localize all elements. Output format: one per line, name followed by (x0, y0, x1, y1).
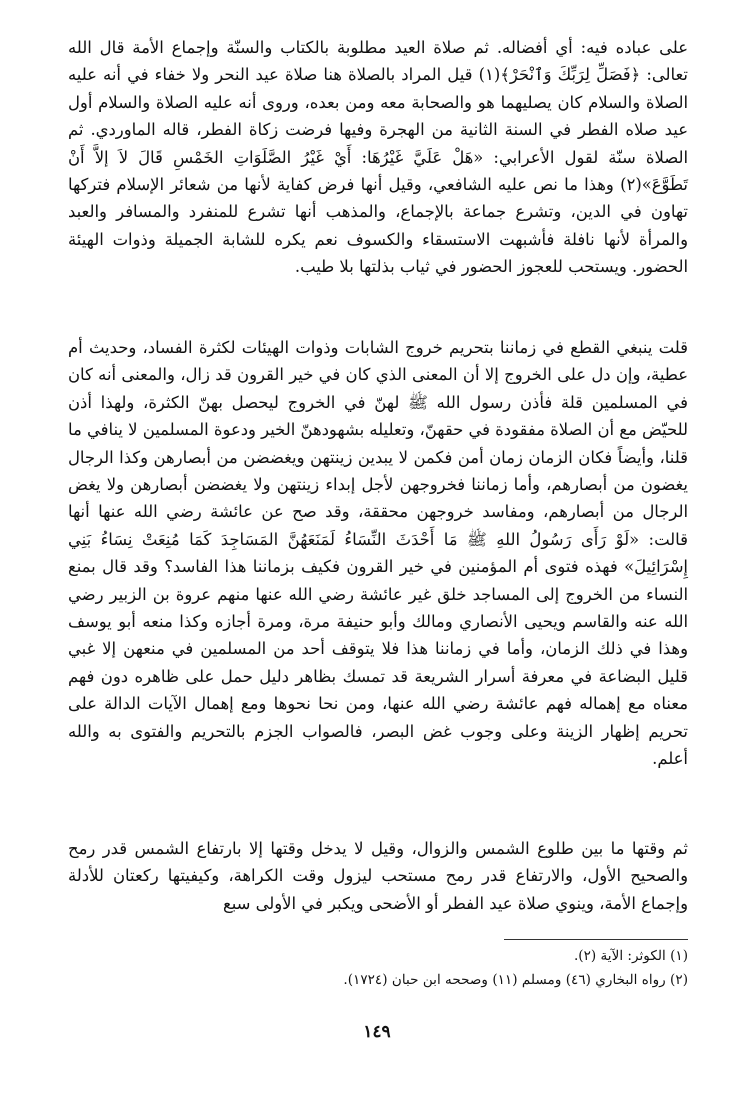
page-number: ١٤٩ (363, 1022, 391, 1042)
footnote-2: (٢) رواه البخاري (٤٦) ومسلم (١١) وصححه ابن حبان (١٧٢٤). (343, 972, 688, 988)
paragraph-prayer-time (68, 835, 688, 917)
footnote-divider (504, 939, 688, 940)
paragraph-women-attendance (68, 334, 688, 773)
paragraph-text: قلت ينبغي القطع في زماننا بتحريم خروج الشابات وذوات الهيئات لكثرة الفساد، وحديث أم عطية، وإن دل على الخروج إلا أن المعنى الذي كان في خير القرون قد زال، والمعنى أنه كان في المسلمين قلة فأذن رسول الله ﷺ لهنّ في الخروج ليحصل بهنّ الكثرة، ولهذا أذن للحيّض مع أن الصلاة مفقودة في حقهنّ، وتعليله بشهودهنّ الخير ودعوة المسلمين لا ينافي ما قلنا، وأيضاً فكان الزمان زمان أمن فكمن لا يبدين زينتهن ويغضضن من أبصارهن وكذا الرجال يغضون من أبصارهم، وأما زماننا فخروجهن لأجل إبداء زينتهن ولا يغضضن أبصارهن ولا يغض الرجال من أبصارهم، ومفاسد خروجهن محققة، وقد صح عن عائشة رضي الله عنها أنها قالت: «لَوْ رَأَى رَسُولُ اللهِ ﷺ مَا أَحْدَثَ النِّسَاءُ لَمَنَعَهُنَّ المَسَاجِدَ كَمَا مُنِعَتْ نِسَاءُ بَنِي إِسْرَائِيلَ» فهذه فتوى أم المؤمنين في خير القرون فكيف بزماننا هذا الفاسد؟ وقد قال بمنع النساء من الخروج إلى المساجد خلق غير عائشة رضي الله عنها منهم عروة بن الزبير رضي الله عنه والقاسم ويحيى الأنصاري ومالك وأبو حنيفة مرة، ومرة أجازه وكذا منعه أبو يوسف وهذا في ذلك الزمان، وأما في زماننا هذا فلا يتوقف أحد من المسلمين في منعهن إلا غبي قليل البضاعة في معرفة أسرار الشريعة قد تمسك بظاهر دليل حمل على ظاهره دون فهم معناه مع إهماله فهم عائشة رضي الله عنها، ومن نحا نحوها ومع إهمال الآيات الدالة على تحريم إظهار الزينة وعلى وجوب غض البصر، فالصواب الجزم بالتحريم والفتوى به والله أعلم. (67, 338, 688, 769)
footnote-1: (١) الكوثر: الآية (٢). (573, 948, 688, 964)
paragraph-text: على عباده فيه: أي أفضاله. ثم صلاة العيد مطلوبة بالكتاب والسنّة وإجماع الأمة قال الله تعالى: ﴿فَصَلِّ لِرَبِّكَ وَٱنْحَرْ﴾(١) قيل المراد بالصلاة هنا صلاة عيد النحر ولا خفاء في أنه عليه الصلاة والسلام كان يصليهما هو والصحابة معه ومن بعده، وروى أنه عليه الصلاة والسلام أول عيد صلاه الفطر في السنة الثانية من الهجرة وفيها فرضت زكاة الفطر، قاله الماوردي. ثم الصلاة سنّة لقول الأعرابي: «هَلْ عَلَيَّ غَيْرُهَا: أَيْ غَيْرُ الصَّلَوَاتِ الخَمْسِ قَالَ لاَ إلاَّ أَنْ تَطَوَّعَ»(٢) وهذا ما نص عليه الشافعي، وقيل أنها فرض كفاية لأنها من شعائر الإسلام فتركها تهاون في الدين، وتشرع جماعة بالإجماع، والمذهب أنها تشرع للمنفرد والمسافر والعبد والمرأة لأنها نافلة فأشبهت الاستسقاء والكسوف نعم يكره للشابة الجميلة وذوات الهيئة الحضور. ويستحب للعجوز الحضور في ثياب بذلتها بلا طيب. (68, 38, 688, 277)
paragraph-text: ثم وقتها ما بين طلوع الشمس والزوال، وقيل لا يدخل وقتها إلا بارتفاع الشمس قدر رمح والصحيح الأول، والارتفاع قدر رمح مستحب ليزول وقت الكراهة، وكيفيتها ركعتان للأدلة وإجماع الأمة، وينوي صلاة عيد الفطر أو الأضحى ويكبر في الأولى سبع (68, 839, 688, 913)
paragraph-eid-prayer-legitimacy (68, 34, 688, 281)
footnotes (68, 944, 688, 992)
